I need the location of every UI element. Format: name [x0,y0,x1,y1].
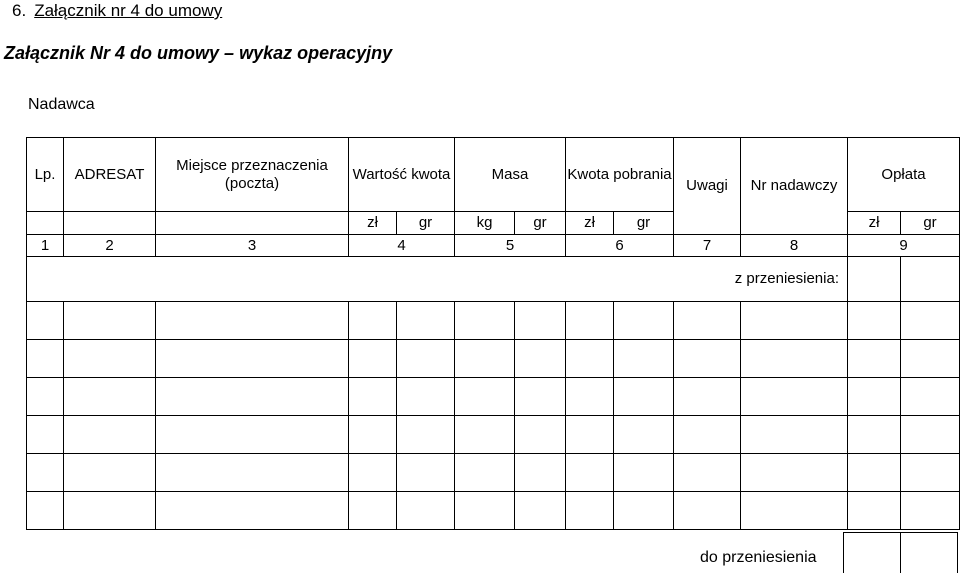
table-cell[interactable] [397,302,455,340]
document-title: Załącznik Nr 4 do umowy – wykaz operacyjny [4,43,393,63]
table-cell[interactable] [156,454,349,492]
table-cell[interactable] [674,416,741,454]
table-cell[interactable] [156,492,349,530]
carried-forward-label: z przeniesienia: [27,257,848,302]
table-cell[interactable] [64,454,156,492]
table-cell[interactable] [566,416,614,454]
table-cell[interactable] [901,492,960,530]
column-number-1: 1 [27,235,64,257]
column-number-9: 9 [848,235,960,257]
subheader-fee-zl: zł [848,212,901,235]
table-cell[interactable] [848,416,901,454]
column-number-2: 2 [64,235,156,257]
table-cell[interactable] [741,492,848,530]
subheader-fee-gr: gr [901,212,960,235]
table-cell[interactable] [455,340,515,378]
table-cell[interactable] [64,378,156,416]
table-cell[interactable] [848,492,901,530]
table-cell[interactable] [64,492,156,530]
table-cell[interactable] [27,340,64,378]
table-cell[interactable] [566,302,614,340]
table-row [27,302,960,340]
table-cell[interactable] [349,340,397,378]
table-cell[interactable] [848,302,901,340]
table-cell[interactable] [455,378,515,416]
carried-forward-zl-cell[interactable] [848,257,901,302]
table-cell[interactable] [27,302,64,340]
table-cell[interactable] [848,378,901,416]
header-row [27,138,960,212]
table-cell[interactable] [349,416,397,454]
table-cell[interactable] [901,302,960,340]
operational-list-table [26,137,960,530]
header-mass: Masa [455,138,566,212]
column-number-row [27,235,960,257]
table-cell[interactable] [614,302,674,340]
table-cell[interactable] [741,378,848,416]
table-cell[interactable] [848,340,901,378]
column-number-4: 4 [349,235,455,257]
table-cell[interactable] [349,378,397,416]
table-cell[interactable] [349,454,397,492]
table-cell[interactable] [397,378,455,416]
carry-out-label: do przeniesienia [700,549,817,566]
table-cell[interactable] [741,454,848,492]
subheader-destination-spacer [156,212,349,235]
table-cell[interactable] [614,454,674,492]
table-cell[interactable] [64,302,156,340]
column-number-3: 3 [156,235,349,257]
section-heading [12,0,222,22]
carried-forward-row [27,257,960,302]
header-fee: Opłata [848,138,960,212]
subheader-value-gr: gr [397,212,455,235]
table-cell[interactable] [515,492,566,530]
table-cell[interactable] [455,416,515,454]
table-cell[interactable] [614,416,674,454]
header-declared-value: Wartość kwota [349,138,455,212]
header-remarks: Uwagi [674,138,741,235]
table-cell[interactable] [156,416,349,454]
table-cell[interactable] [674,378,741,416]
section-number: 6. [12,1,27,20]
table-cell[interactable] [455,454,515,492]
table-cell[interactable] [901,454,960,492]
table-cell[interactable] [156,378,349,416]
carried-forward-gr-cell[interactable] [901,257,960,302]
subheader-cod-gr: gr [614,212,674,235]
header-cod: Kwota pobrania [566,138,674,212]
subheader-address-spacer [64,212,156,235]
subheader-lp-spacer [27,212,64,235]
table-cell[interactable] [614,340,674,378]
header-address: ADRESAT [64,138,156,212]
table-cell[interactable] [27,416,64,454]
table-row [27,492,960,530]
table-row [27,378,960,416]
table-cell[interactable] [156,340,349,378]
carry-out-total-box[interactable] [843,532,958,573]
table-cell[interactable] [27,492,64,530]
table-cell[interactable] [566,492,614,530]
table-cell[interactable] [64,416,156,454]
table-cell[interactable] [674,340,741,378]
table-row [27,416,960,454]
table-cell[interactable] [397,416,455,454]
column-number-8: 8 [741,235,848,257]
table-cell[interactable] [27,454,64,492]
column-number-7: 7 [674,235,741,257]
section-title: Załącznik nr 4 do umowy [34,1,223,20]
table-cell[interactable] [674,454,741,492]
table-row [27,454,960,492]
sender-label: Nadawca [28,96,95,113]
column-number-6: 6 [566,235,674,257]
table-cell[interactable] [848,454,901,492]
table-cell[interactable] [674,492,741,530]
table-cell[interactable] [614,492,674,530]
table-cell[interactable] [741,340,848,378]
table-cell[interactable] [741,302,848,340]
subheader-cod-zl: zł [566,212,614,235]
table-cell[interactable] [901,378,960,416]
subheader-mass-gr: gr [515,212,566,235]
table-cell[interactable] [901,416,960,454]
header-lp: Lp. [27,138,64,212]
table-cell[interactable] [455,492,515,530]
table-cell[interactable] [614,378,674,416]
table-cell[interactable] [397,492,455,530]
carry-out-divider [900,533,901,573]
table-cell[interactable] [349,302,397,340]
table-cell[interactable] [397,454,455,492]
table-cell[interactable] [156,302,349,340]
table-cell[interactable] [515,340,566,378]
table-cell[interactable] [27,378,64,416]
table-cell[interactable] [566,454,614,492]
subheader-mass-kg: kg [455,212,515,235]
table-cell[interactable] [64,340,156,378]
table-cell[interactable] [515,378,566,416]
column-number-5: 5 [455,235,566,257]
table-cell[interactable] [515,302,566,340]
table-cell[interactable] [349,492,397,530]
table-cell[interactable] [566,378,614,416]
table-cell[interactable] [901,340,960,378]
table-cell[interactable] [455,302,515,340]
table-row [27,340,960,378]
table-cell[interactable] [515,454,566,492]
table-cell[interactable] [741,416,848,454]
table-cell[interactable] [515,416,566,454]
header-sender-no: Nr nadawczy [741,138,848,235]
table-cell[interactable] [397,340,455,378]
header-destination: Miejsce przeznaczenia (poczta) [156,138,349,212]
table-cell[interactable] [674,302,741,340]
table-cell[interactable] [566,340,614,378]
subheader-value-zl: zł [349,212,397,235]
